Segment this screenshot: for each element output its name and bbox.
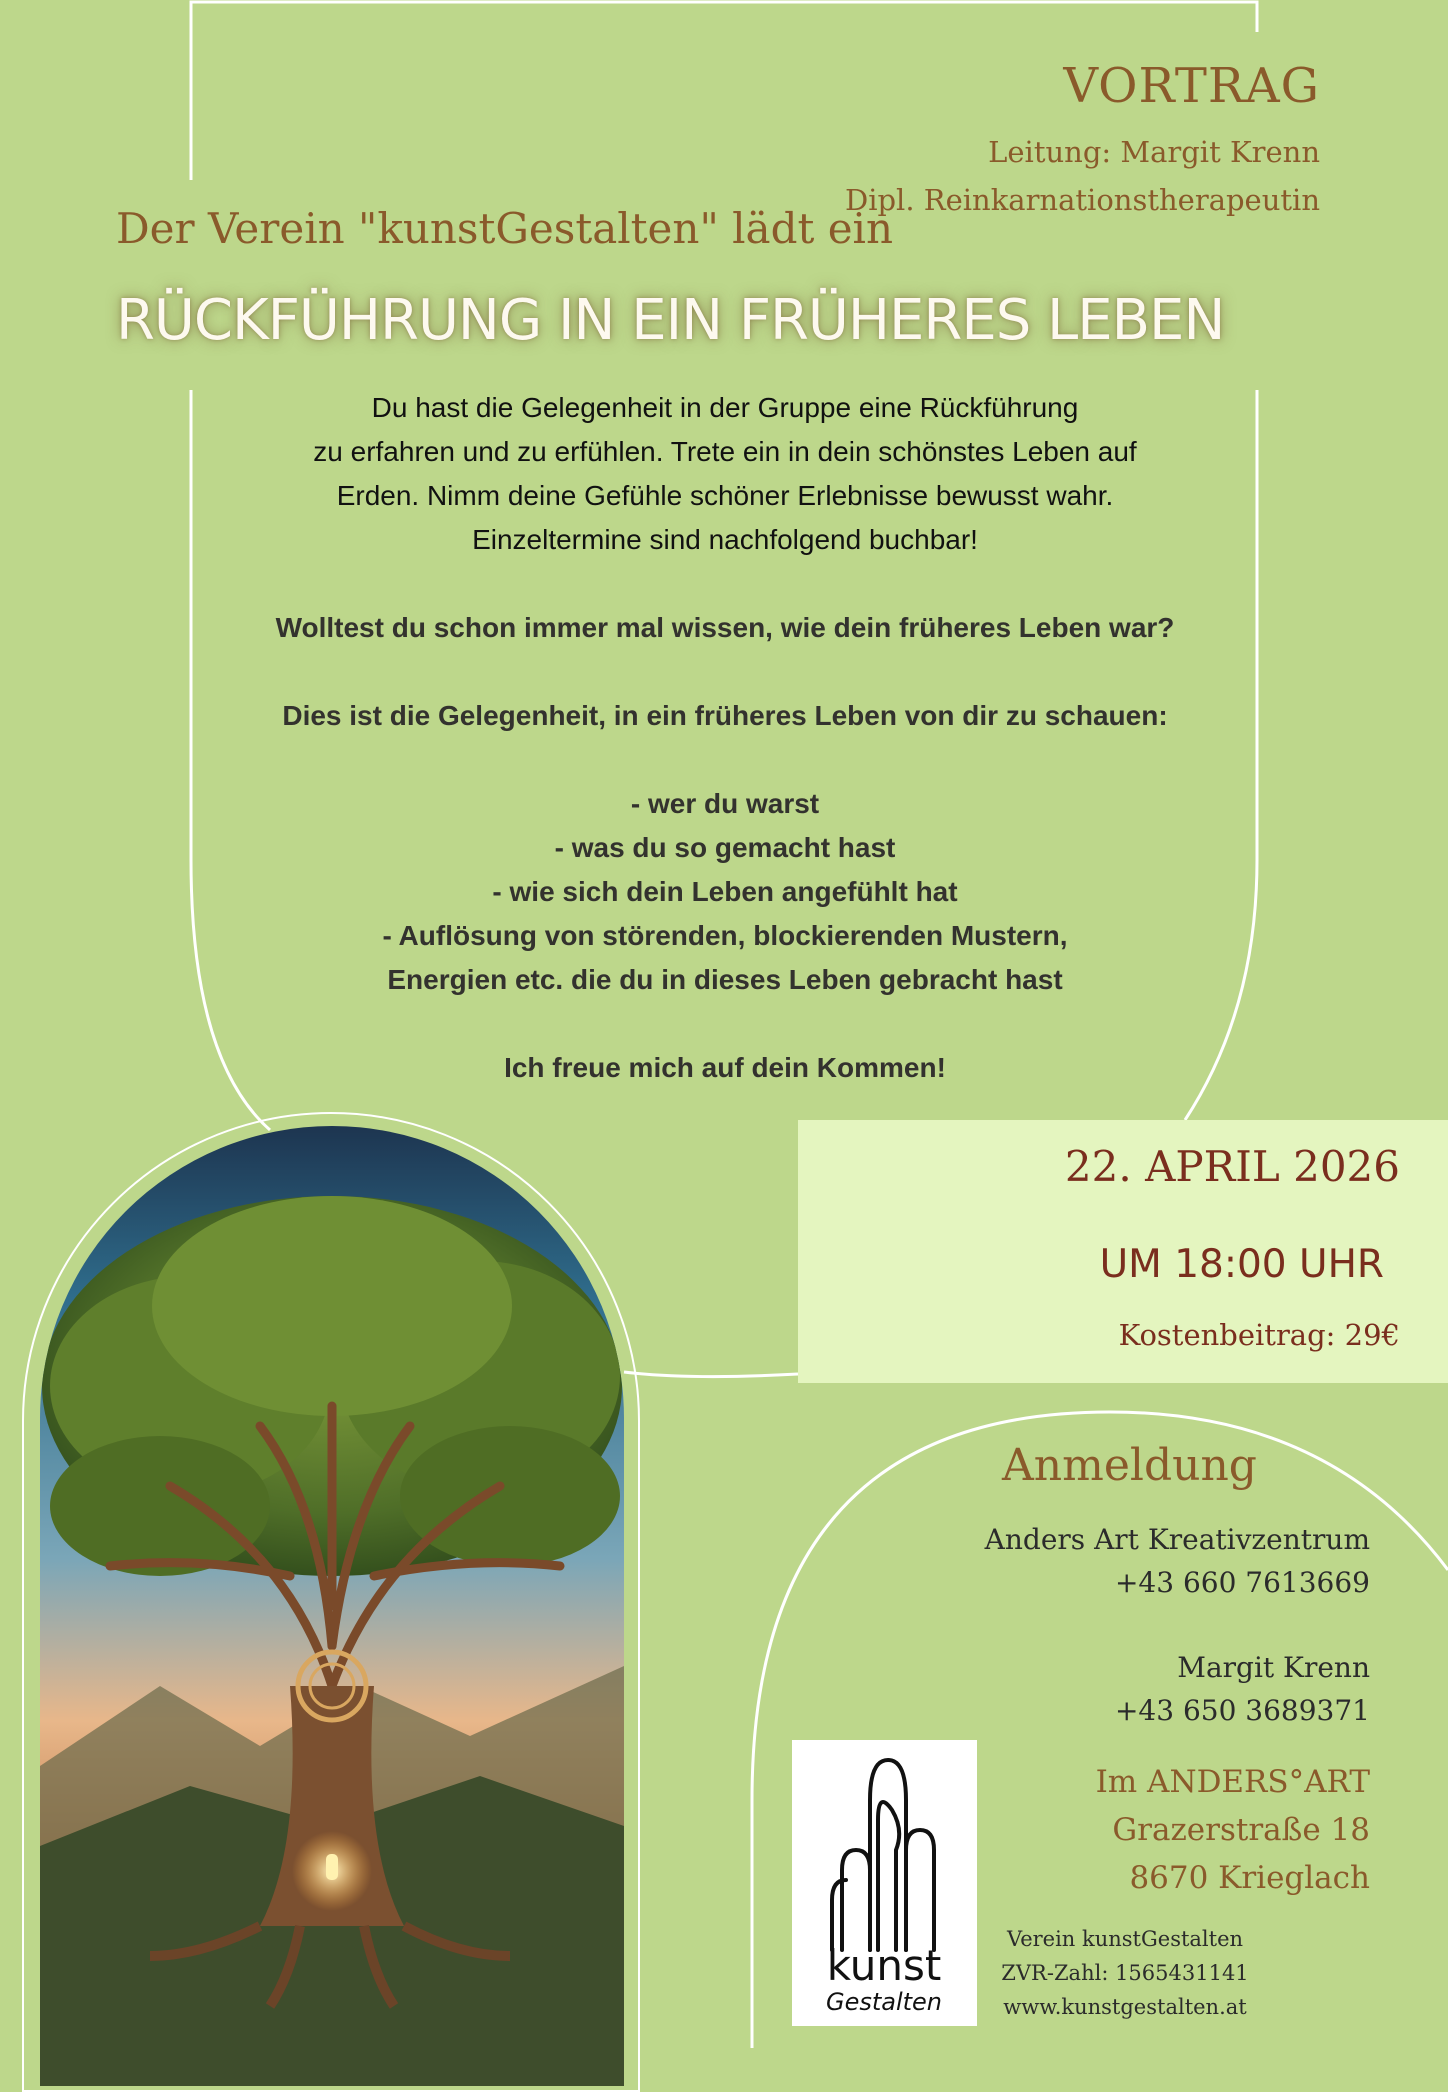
- speaker-title: Dipl. Reinkarnationstherapeutin: [844, 183, 1320, 217]
- event-details-box: [798, 1120, 1448, 1383]
- contact-block: [1115, 1646, 1370, 1732]
- speaker-info: [845, 128, 1320, 224]
- bullet-item: Energien etc. die du in dieses Leben gebracht hast: [387, 964, 1063, 995]
- contact-name: Anders Art Kreativzentrum: [984, 1523, 1370, 1556]
- registration-heading: Anmeldung: [1002, 1440, 1257, 1491]
- contact-phone: +43 650 3689371: [1114, 1694, 1370, 1727]
- footer-line: ZVR-Zahl: 1565431141: [1001, 1961, 1249, 1985]
- venue-line: Grazerstraße 18: [1112, 1812, 1370, 1848]
- closing-line: Ich freue mich auf dein Kommen!: [504, 1052, 946, 1083]
- venue-line: 8670 Krieglach: [1129, 1860, 1370, 1896]
- organization-footer: [990, 1922, 1260, 2024]
- opportunity-line: Dies ist die Gelegenheit, in ein früheres Leben von dir zu schauen:: [282, 700, 1168, 731]
- question-line: Wolltest du schon immer mal wissen, wie dein früheres Leben war?: [275, 612, 1175, 643]
- event-time: UM 18:00 UHR: [1099, 1242, 1384, 1287]
- page-title: RÜCKFÜHRUNG IN EIN FRÜHERES LEBEN: [116, 288, 1225, 353]
- tree-of-life-image: [40, 1126, 624, 2086]
- bullet-item: - was du so gemacht hast: [554, 832, 896, 863]
- bullet-item: - Auflösung von störenden, blockierenden Mustern,: [382, 920, 1068, 951]
- event-date: 22. APRIL 2026: [1064, 1142, 1400, 1191]
- intro-line: Du hast die Gelegenheit in der Gruppe eine Rückführung: [371, 392, 1079, 423]
- logo-subtitle: Gestalten: [825, 1988, 943, 2016]
- bullet-item: - wie sich dein Leben angefühlt hat: [492, 876, 958, 907]
- speaker-name: Leitung: Margit Krenn: [988, 135, 1320, 169]
- description: [190, 386, 1260, 1090]
- intro-line: Erden. Nimm deine Gefühle schöner Erlebnisse bewusst wahr.: [336, 480, 1114, 511]
- venue-line: Im ANDERS°ART: [1095, 1764, 1370, 1800]
- bullet-item: - wer du warst: [630, 788, 820, 819]
- kunstgestalten-logo: [792, 1740, 977, 2026]
- logo-wordmark: kunst: [826, 1941, 942, 1990]
- intro-line: zu erfahren und zu erfühlen. Trete ein in dein schönstes Leben auf: [313, 436, 1137, 467]
- intro-line: Einzeltermine sind nachfolgend buchbar!: [472, 524, 978, 555]
- contact-name: Margit Krenn: [1177, 1651, 1370, 1684]
- footer-website: www.kunstgestalten.at: [1003, 1995, 1247, 2019]
- contact-block: [985, 1518, 1370, 1604]
- venue-address: [1096, 1758, 1370, 1902]
- invitation-line: Der Verein "kunstGestalten" lädt ein: [116, 204, 894, 253]
- event-type: VORTRAG: [1063, 58, 1320, 114]
- event-cost: Kostenbeitrag: 29€: [1118, 1318, 1400, 1352]
- footer-line: Verein kunstGestalten: [1006, 1927, 1244, 1951]
- contact-phone: +43 660 7613669: [1114, 1566, 1370, 1599]
